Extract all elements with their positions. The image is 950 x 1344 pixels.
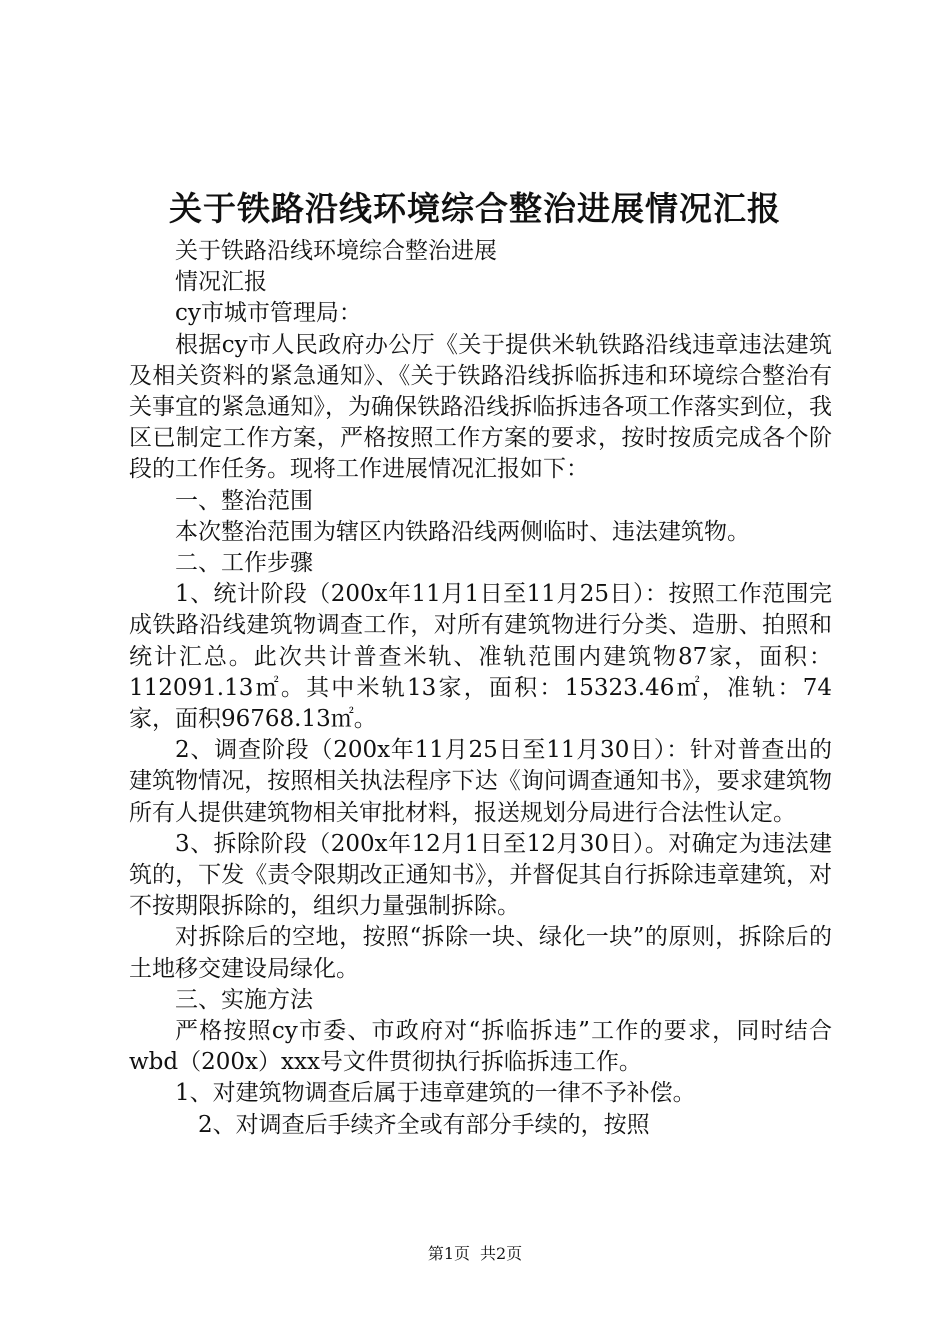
- page-footer: [0, 1243, 950, 1265]
- section-heading-methods: 三、实施方法: [175, 986, 313, 1013]
- page-number: 第1页: [427, 1244, 470, 1263]
- greening-paragraph: 对拆除后的空地，按照“拆除一块、绿化一块”的原则，拆除后的土地移交建设局绿化。: [129, 924, 832, 982]
- section-heading-scope: 一、整治范围: [175, 487, 313, 514]
- method-item-2: 2、对调查后手续齐全或有部分手续的，按照: [198, 1111, 650, 1138]
- subtitle-line-1: 关于铁路沿线环境综合整治进展: [175, 238, 497, 264]
- document-body: [129, 236, 832, 1141]
- addressee: cy市城市管理局：: [175, 300, 362, 327]
- page-total: 共2页: [480, 1244, 523, 1263]
- intro-paragraph: 根据cy市人民政府办公厅《关于提供米轨铁路沿线违章违法建筑及相关资料的紧急通知》、《关于铁路沿线拆临拆违和环境综合整治有关事宜的紧急通知》，为确保铁路沿线拆临拆违各项工作落实到位，我区已制定工作方案，严格按照工作方案的要求，按时按质完成各个阶段的工作任务。现将工作进展情况汇报如下：: [129, 331, 832, 483]
- scope-paragraph: 本次整治范围为辖区内铁路沿线两侧临时、违法建筑物。: [175, 518, 750, 545]
- step-demolition-paragraph: 3、拆除阶段（200x年12月1日至12月30日）。对确定为违法建筑的，下发《责令限期改正通知书》，并督促其自行拆除违章建筑，对不按期限拆除的，组织力量强制拆除。: [129, 830, 832, 920]
- method-item-1: 1、对建筑物调查后属于违章建筑的一律不予补偿。: [175, 1080, 696, 1107]
- methods-paragraph: 严格按照cy市委、市政府对“拆临拆违”工作的要求，同时结合wbd（200x）xxx号文件贯彻执行拆临拆违工作。: [129, 1018, 832, 1076]
- subtitle-line-2: 情况汇报: [175, 269, 267, 296]
- document-title: 关于铁路沿线环境综合整治进展情况汇报: [169, 189, 781, 228]
- step-investigation-paragraph: 2、调查阶段（200x年11月25日至11月30日）：针对普查出的建筑物情况，按照相关执法程序下达《询问调查通知书》，要求建筑物所有人提供建筑物相关审批材料，报送规划分局进行合法性认定。: [129, 737, 832, 826]
- step-statistics-paragraph: 1、统计阶段（200x年11月1日至11月25日）：按照工作范围完成铁路沿线建筑物调查工作，对所有建筑物进行分类、造册、拍照和统计汇总。此次共计普查米轨、准轨范围内建筑物87家，面积：112091.13㎡。其中米轨13家，面积：15323.46㎡，准轨：74家，面积96768.13㎡。: [129, 581, 832, 733]
- section-heading-steps: 二、工作步骤: [175, 550, 313, 577]
